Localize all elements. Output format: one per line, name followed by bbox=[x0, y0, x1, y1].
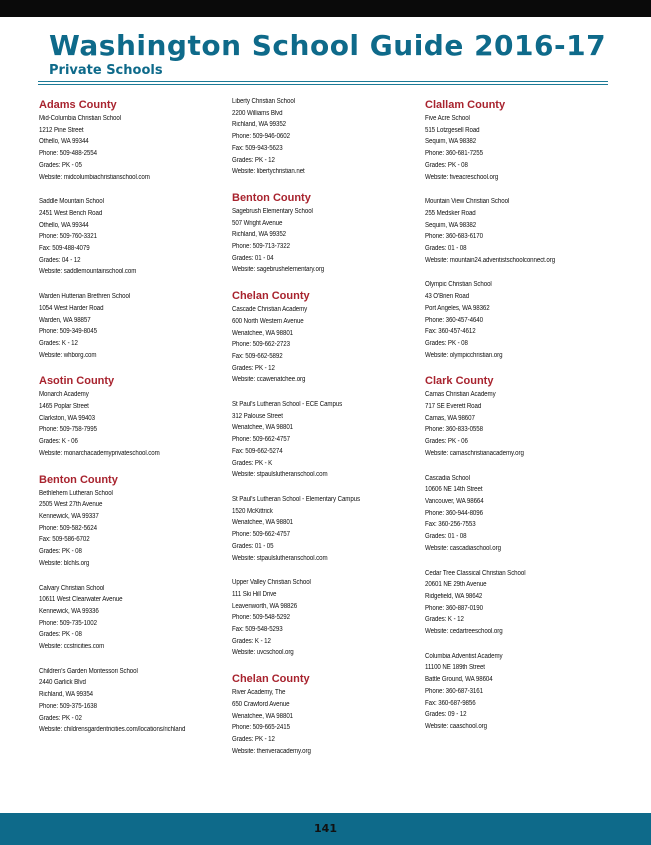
school-entry bbox=[232, 687, 412, 757]
school-grades: Grades: PK - 12 bbox=[232, 364, 275, 372]
school-name: Columbia Adventist Academy bbox=[425, 652, 503, 660]
school-address: 255 Medsker Road bbox=[425, 209, 476, 217]
school-address: 515 Lotzgesell Road bbox=[425, 126, 480, 134]
school-grades: Grades: PK - 05 bbox=[39, 161, 82, 169]
school-address: Camas, WA 98607 bbox=[425, 414, 475, 422]
school-website: Website: uvcschool.org bbox=[232, 649, 294, 657]
school-grades: Grades: PK - 12 bbox=[232, 735, 275, 743]
school-address: Richland, WA 99354 bbox=[39, 691, 94, 699]
school-phone: Phone: 360-681-7255 bbox=[425, 150, 483, 158]
school-website: Website: blchls.org bbox=[39, 559, 90, 567]
school-grades: Grades: K - 12 bbox=[232, 637, 271, 645]
school-address: 2200 Williams Blvd bbox=[232, 109, 283, 117]
school-name: Calvary Christian School bbox=[39, 584, 105, 592]
school-address: 1465 Poplar Street bbox=[39, 403, 89, 411]
county-heading: Clallam County bbox=[425, 99, 506, 111]
school-grades: Grades: 01 - 08 bbox=[425, 533, 467, 541]
school-entry bbox=[232, 206, 412, 276]
school-phone: Phone: 360-687-3161 bbox=[425, 687, 483, 695]
school-entry bbox=[425, 196, 615, 266]
school-name: Cascadia School bbox=[425, 474, 470, 482]
school-website: Website: caaschool.org bbox=[425, 722, 487, 730]
school-name: Monarch Academy bbox=[39, 391, 89, 399]
school-address: 1054 West Harder Road bbox=[39, 304, 104, 312]
school-address: Wenatchee, WA 98801 bbox=[232, 712, 294, 720]
school-address: 20601 NE 29th Avenue bbox=[425, 581, 487, 589]
school-website: Website: ccawenatchee.org bbox=[232, 376, 306, 384]
school-phone: Phone: 360-457-4640 bbox=[425, 316, 483, 324]
school-name: Mid-Columbia Christian School bbox=[39, 115, 122, 122]
school-website: Website: childrensgardentricities.com/locations/richland bbox=[39, 726, 186, 734]
school-phone: Phone: 509-758-7995 bbox=[39, 426, 97, 434]
school-name: Five Acre School bbox=[425, 115, 470, 122]
school-entry bbox=[425, 473, 615, 555]
school-website: Website: stpaulslutheranschool.com bbox=[232, 471, 328, 479]
school-phone: Phone: 360-944-8096 bbox=[425, 509, 483, 517]
school-fax: Fax: 509-662-5274 bbox=[232, 447, 283, 455]
school-address: Wenatchee, WA 98801 bbox=[232, 329, 294, 337]
school-website: Website: camaschristianacademy.org bbox=[425, 449, 524, 457]
school-name: Camas Christian Academy bbox=[425, 391, 496, 399]
school-address: 717 SE Everett Road bbox=[425, 403, 482, 411]
school-phone: Phone: 509-488-2554 bbox=[39, 150, 97, 158]
school-entry bbox=[425, 568, 615, 638]
school-address: 2440 Garlick Blvd bbox=[39, 679, 86, 687]
county-heading: Adams County bbox=[39, 99, 117, 111]
school-phone: Phone: 509-662-4757 bbox=[232, 436, 290, 444]
school-grades: Grades: PK - 06 bbox=[425, 438, 468, 446]
school-grades: Grades: K - 12 bbox=[425, 616, 464, 624]
school-address: Othello, WA 99344 bbox=[39, 138, 89, 146]
page-subtitle: Private Schools bbox=[49, 63, 163, 78]
school-phone: Phone: 509-582-5624 bbox=[39, 524, 97, 532]
school-phone: Phone: 509-713-7322 bbox=[232, 243, 290, 251]
school-phone: Phone: 509-760-3321 bbox=[39, 233, 97, 241]
school-address: 312 Palouse Street bbox=[232, 412, 283, 420]
school-phone: Phone: 509-946-0602 bbox=[232, 133, 290, 141]
school-phone: Phone: 360-887-0190 bbox=[425, 604, 483, 612]
school-address: 2451 West Bench Road bbox=[39, 209, 103, 217]
county-heading: Benton County bbox=[39, 473, 118, 486]
school-address: Sequim, WA 98382 bbox=[425, 138, 477, 146]
school-website: Website: cedartreeschool.org bbox=[425, 628, 503, 636]
school-address: Sequim, WA 98382 bbox=[425, 221, 477, 229]
school-grades: Grades: PK - 08 bbox=[425, 339, 468, 347]
school-entry bbox=[232, 577, 412, 659]
school-address: Port Angeles, WA 98362 bbox=[425, 304, 490, 312]
school-address: 1520 McKittrick bbox=[232, 507, 273, 515]
school-address: Battle Ground, WA 98604 bbox=[425, 676, 493, 684]
school-entry bbox=[425, 113, 615, 183]
school-name: Mountain View Christian School bbox=[425, 198, 510, 206]
school-address: Richland, WA 99352 bbox=[232, 231, 287, 239]
school-website: Website: stpaulslutheranschool.com bbox=[232, 554, 328, 562]
school-website: Website: fiveacreschool.org bbox=[425, 173, 499, 181]
school-entry bbox=[232, 96, 412, 178]
school-name: Saddle Mountain School bbox=[39, 198, 104, 206]
school-name: St Paul's Lutheran School - Elementary Campus bbox=[232, 495, 361, 503]
school-grades: Grades: PK - K bbox=[232, 459, 273, 467]
school-address: 650 Crawford Avenue bbox=[232, 700, 290, 708]
school-name: Olympic Christian School bbox=[425, 281, 492, 289]
county-heading: Clark County bbox=[425, 375, 494, 388]
column-2 bbox=[232, 96, 412, 770]
school-website: Website: midcolumbiachristianschool.com bbox=[39, 173, 150, 181]
school-grades: Grades: PK - 12 bbox=[232, 156, 275, 164]
school-entry bbox=[39, 291, 219, 361]
school-address: Wenatchee, WA 98801 bbox=[232, 424, 294, 432]
school-fax: Fax: 509-943-5623 bbox=[232, 144, 283, 152]
column-3 bbox=[425, 96, 615, 746]
school-phone: Phone: 509-662-2723 bbox=[232, 341, 290, 349]
school-phone: Phone: 509-735-1002 bbox=[39, 619, 97, 627]
school-grades: Grades: K - 12 bbox=[39, 339, 78, 347]
school-address: 43 O'Brien Road bbox=[425, 293, 470, 301]
school-address: Clarkston, WA 99403 bbox=[39, 414, 95, 422]
page-number: 141 bbox=[314, 822, 337, 835]
school-entry bbox=[39, 488, 219, 570]
school-entry bbox=[232, 399, 412, 481]
school-address: 1212 Pine Street bbox=[39, 126, 84, 134]
header-rule-bottom bbox=[38, 84, 608, 85]
school-address: Kennewick, WA 99336 bbox=[39, 607, 99, 615]
school-fax: Fax: 509-586-6702 bbox=[39, 536, 90, 544]
school-grades: Grades: 04 - 12 bbox=[39, 256, 81, 264]
school-address: 10606 NE 14th Street bbox=[425, 486, 483, 494]
school-entry bbox=[39, 583, 219, 653]
school-address: 11100 NE 189th Street bbox=[425, 664, 485, 672]
school-fax: Fax: 360-457-4612 bbox=[425, 328, 476, 336]
school-entry bbox=[39, 196, 219, 278]
school-website: Website: cascadiaschool.org bbox=[425, 544, 501, 552]
school-phone: Phone: 509-375-1638 bbox=[39, 702, 97, 710]
school-grades: Grades: PK - 08 bbox=[39, 548, 82, 556]
school-grades: Grades: 01 - 05 bbox=[232, 542, 274, 550]
school-address: Richland, WA 99352 bbox=[232, 121, 287, 129]
school-name: Children's Garden Montessori School bbox=[39, 667, 138, 675]
county-heading: Asotin County bbox=[39, 375, 115, 388]
school-entry bbox=[232, 304, 412, 386]
school-address: Kennewick, WA 99337 bbox=[39, 512, 99, 520]
school-entry bbox=[39, 666, 219, 736]
column-1 bbox=[39, 96, 219, 749]
school-address: 507 Wright Avenue bbox=[232, 219, 283, 227]
school-address: Leavenworth, WA 98826 bbox=[232, 602, 298, 610]
school-address: 10611 West Clearwater Avenue bbox=[39, 596, 123, 604]
school-address: Vancouver, WA 98664 bbox=[425, 497, 484, 505]
school-name: Bethlehem Lutheran School bbox=[39, 489, 113, 497]
school-entry bbox=[425, 389, 615, 459]
school-entry bbox=[425, 279, 615, 361]
school-grades: Grades: 09 - 12 bbox=[425, 711, 467, 719]
school-address: Othello, WA 99344 bbox=[39, 221, 89, 229]
school-name: Upper Valley Christian School bbox=[232, 579, 311, 587]
school-entry bbox=[425, 651, 615, 733]
school-grades: Grades: 01 - 08 bbox=[425, 245, 467, 253]
school-phone: Phone: 360-683-6170 bbox=[425, 233, 483, 241]
school-name: St Paul's Lutheran School - ECE Campus bbox=[232, 401, 343, 409]
school-grades: Grades: PK - 08 bbox=[425, 161, 468, 169]
school-website: Website: ccstricities.com bbox=[39, 643, 105, 651]
school-phone: Phone: 509-349-8045 bbox=[39, 328, 97, 336]
school-website: Website: monarchacademyprivateschool.com bbox=[39, 449, 160, 457]
school-entry bbox=[39, 113, 219, 183]
school-website: Website: sagebrushelementary.org bbox=[232, 266, 325, 274]
school-phone: Phone: 360-833-0558 bbox=[425, 426, 483, 434]
county-heading: Chelan County bbox=[232, 290, 310, 303]
school-phone: Phone: 509-665-2415 bbox=[232, 724, 290, 732]
school-website: Website: theriveracademy.org bbox=[232, 747, 311, 755]
school-website: Website: whborg.com bbox=[39, 351, 97, 359]
school-fax: Fax: 360-256-7553 bbox=[425, 521, 476, 529]
header-rule-top bbox=[38, 81, 608, 82]
school-phone: Phone: 509-548-5292 bbox=[232, 614, 290, 622]
school-website: Website: mountain24.adventistschoolconnect.org bbox=[425, 256, 556, 264]
school-address: Wenatchee, WA 98801 bbox=[232, 519, 294, 527]
school-name: Warden Hutterian Brethren School bbox=[39, 293, 131, 301]
school-name: Cascade Christian Academy bbox=[232, 306, 308, 314]
school-address: Ridgefield, WA 98642 bbox=[425, 592, 483, 600]
school-grades: Grades: K - 06 bbox=[39, 438, 78, 446]
school-entry bbox=[232, 494, 412, 564]
school-name: Liberty Christian School bbox=[232, 98, 295, 105]
school-grades: Grades: PK - 08 bbox=[39, 631, 82, 639]
school-grades: Grades: PK - 02 bbox=[39, 714, 82, 722]
school-fax: Fax: 509-488-4079 bbox=[39, 245, 90, 253]
school-grades: Grades: 01 - 04 bbox=[232, 254, 274, 262]
page-title: Washington School Guide 2016-17 bbox=[49, 29, 607, 62]
top-bar bbox=[0, 0, 651, 17]
school-address: Warden, WA 98857 bbox=[39, 316, 91, 324]
school-name: Cedar Tree Classical Christian School bbox=[425, 569, 526, 577]
school-website: Website: libertychristian.net bbox=[232, 168, 305, 176]
school-fax: Fax: 509-662-5892 bbox=[232, 352, 283, 360]
school-address: 2505 West 27th Avenue bbox=[39, 501, 103, 509]
school-address: 600 North Western Avenue bbox=[232, 317, 304, 325]
school-fax: Fax: 509-548-5293 bbox=[232, 626, 283, 634]
school-website: Website: olympicchristian.org bbox=[425, 351, 503, 359]
county-heading: Benton County bbox=[232, 191, 311, 204]
school-name: Sagebrush Elementary School bbox=[232, 207, 313, 215]
school-address: 111 Ski Hill Drive bbox=[232, 590, 277, 598]
school-name: River Academy, The bbox=[232, 689, 286, 697]
school-website: Website: saddlemountainschool.com bbox=[39, 268, 137, 276]
county-heading: Chelan County bbox=[232, 673, 310, 686]
school-fax: Fax: 360-687-9856 bbox=[425, 699, 476, 707]
school-entry bbox=[39, 389, 219, 459]
school-phone: Phone: 509-662-4757 bbox=[232, 531, 290, 539]
